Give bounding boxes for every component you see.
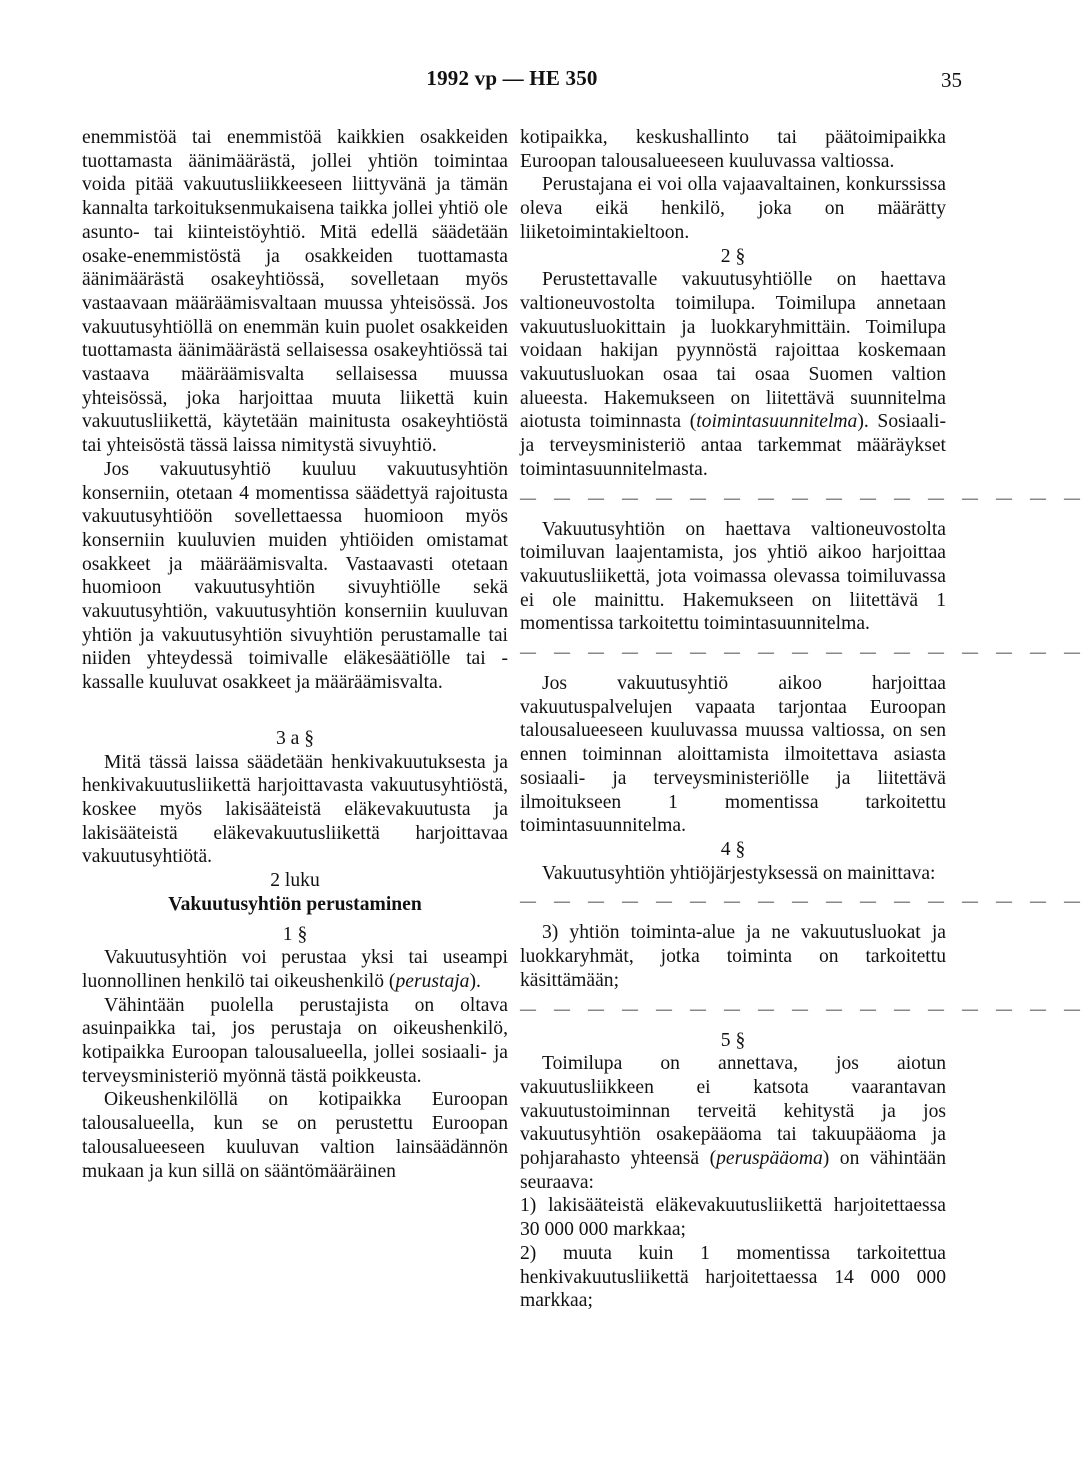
chapter-title: Vakuutusyhtiön perustaminen [168, 893, 422, 915]
page-header [0, 66, 1024, 96]
paragraph: Jos vakuutusyhtiö aikoo harjoittaa vakuutuspalvelujen vapaata tarjontaa Euroopan talousalueeseen kuuluvassa muussa valtiossa, on sen ennen toiminnan aloittamista ilmoitettava asiasta sosiaali- ja terveysministeriölle ja liitettävä ilmoitukseen 1 momentissa tarkoitettu toimintasuunnitelma. [520, 673, 946, 837]
paragraph: Vähintään puolella perustajista on oltava asuinpaikka tai, jos perustaja on oikeushenkilö, kotipaikka Euroopan talousalueella, jollei sosiaali- ja terveysministeriö myönnä tästä poikkeusta. [82, 994, 508, 1087]
paragraph: Mitä tässä laissa säädetään henkivakuutuksesta ja henkivakuutusliikettä harjoittavasta vakuutusyhtiöstä, koskee myös lakisääteistä eläkevakuutusta ja lakisääteistä eläkevakuutusliikettä harjoittavaa vakuutusyhtiötä. [82, 751, 508, 868]
section-heading-4: 4 § [720, 838, 746, 860]
term-perustaja: perustaja [395, 970, 470, 992]
term-peruspaaoma: peruspääoma [716, 1148, 823, 1170]
list-item: 2) muuta kuin 1 momentissa tarkoitettua henkivakuutusliikettä harjoitettaessa 14 000 000 markkaa; [520, 1242, 946, 1312]
paragraph: Jos vakuutusyhtiö kuuluu vakuutusyhtiön konserniin, otetaan 4 momentissa säädettyä rajoitusta vakuutusyhtiöön sovellettaessa huomioon myös konserniin kuuluvien muiden yhtiöiden omistamat osakkeet ja määräämisvalta. Vastaavasti otetaan huomioon vakuutusyhtiön sivuyhtiölle sekä vakuutusyhtiön, vakuutusyhtiön konserniin kuuluvan yhtiön ja vakuutusyhtiön sivuyhtiön perustamalle tai niiden yhteydessä toimivalle eläkesäätiölle tai -kassalle kuuluvat osakkeet ja määräämisvalta. [82, 458, 508, 694]
paragraph: Perustettavalle vakuutusyhtiölle on haettava valtioneuvostolta toimilupa. Toimilupa annetaan vakuutusluokittain ja luokkaryhmittäin. Toimilupa voidaan hakijan pyynnöstä rajoittaa koskemaan vakuutusluokan osaa tai osaa Suomen valtion alueesta. Hakemukseen on liitettävä suunnitelma aiotusta toiminnasta (toimintasuunnitelma). Sosiaali- ja terveysministeriö antaa tarkemmat määräykset toimintasuunnitelmasta. [520, 269, 946, 480]
paragraph: Oikeushenkilöllä on kotipaikka Euroopan talousalueella, kun se on perustettu Euroopan talousalueeseen kuuluvan valtion lainsäädännön mukaan ja kun sillä on sääntömääräinen [82, 1089, 508, 1182]
omission-dashes: — — — — — — — — — — — — — — — — — [520, 1000, 1087, 1018]
omission-dashes: — — — — — — — — — — — — — — — — — [520, 644, 1087, 662]
omission-dashes: — — — — — — — — — — — — — — — — — [520, 489, 1087, 507]
paragraph: Toimilupa on annettava, jos aiotun vakuutusliikkeen ei katsota vaarantavan vakuutustoiminnan terveitä kehitystä ja jos vakuutusyhtiön osakepääoma tai takuupääoma ja pohjarahasto yhteensä (peruspääoma) on vähintään seuraava: [520, 1053, 946, 1193]
left-column [82, 126, 508, 1183]
section-heading-1: 1 § [282, 923, 308, 945]
paragraph: Vakuutusyhtiön yhtiöjärjestyksessä on mainittava: [542, 862, 936, 884]
omission-dashes: — — — — — — — — — — — — — — — — — [520, 893, 1087, 911]
paragraph: kotipaikka, keskushallinto tai päätoimipaikka Euroopan talousalueeseen kuuluvassa valtiossa. [520, 127, 946, 172]
section-heading-5: 5 § [720, 1029, 746, 1051]
right-column [520, 126, 1087, 1313]
term-toimintasuunnitelma: toimintasuunnitelma [696, 411, 858, 433]
paragraph: Vakuutusyhtiön voi perustaa yksi tai useampi luonnollinen henkilö tai oikeushenkilö (perustaja). [82, 947, 508, 992]
section-heading-2: 2 § [720, 245, 746, 267]
list-item: 1) lakisääteistä eläkevakuutusliikettä harjoitettaessa 30 000 000 markkaa; [520, 1195, 946, 1241]
running-head: 1992 vp — HE 350 [426, 66, 598, 90]
paragraph: Vakuutusyhtiön on haettava valtioneuvostolta toimiluvan laajentamista, jos yhtiö aikoo harjoittaa vakuutusliikettä, jota voimassa olevassa toimiluvassa ei ole mainittu. Hakemukseen on liitettävä 1 momentissa tarkoitettu toimintasuunnitelma. [520, 518, 946, 635]
chapter-number: 2 luku [270, 870, 320, 892]
section-heading-3a: 3 a § [275, 727, 315, 749]
paragraph: Perustajana ei voi olla vajaavaltainen, konkurssissa oleva eikä henkilö, joka on määrätty liiketoimintakieltoon. [520, 174, 946, 243]
page-number: 35 [941, 68, 962, 92]
list-item: 3) yhtiön toiminta-alue ja ne vakuutusluokat ja luokkaryhmät, jotka toiminta on tarkoitettu käsittämään; [520, 922, 946, 991]
paragraph: enemmistöä tai enemmistöä kaikkien osakkeiden tuottamasta äänimäärästä, jollei yhtiön toimintaa voida pitää vakuutusliikkeeseen liittyvänä ja tämän kannalta tarkoituksenmukaisena taikka jollei yhtiö ole asunto- tai kiinteistöyhtiö. Mitä edellä säädetään osake-enemmistöstä ja osakkeiden tuottamasta äänimäärästä osakeyhtiössä, sovelletaan myös vastaavaan määräämisvaltaan muussa yhteisössä. Jos vakuutusyhtiöllä on enemmän kuin puolet osakkeiden tuottamasta äänimäärästä sellaisessa osakeyhtiössä tai vastaava määräämisvalta sellaisessa muussa yhteisössä, joka harjoittaa muuta liikettä kuin vakuutusliikettä, käytetään mainitusta osakeyhtiöstä tai yhteisöstä tässä laissa nimitystä sivuyhtiö. [82, 127, 508, 457]
